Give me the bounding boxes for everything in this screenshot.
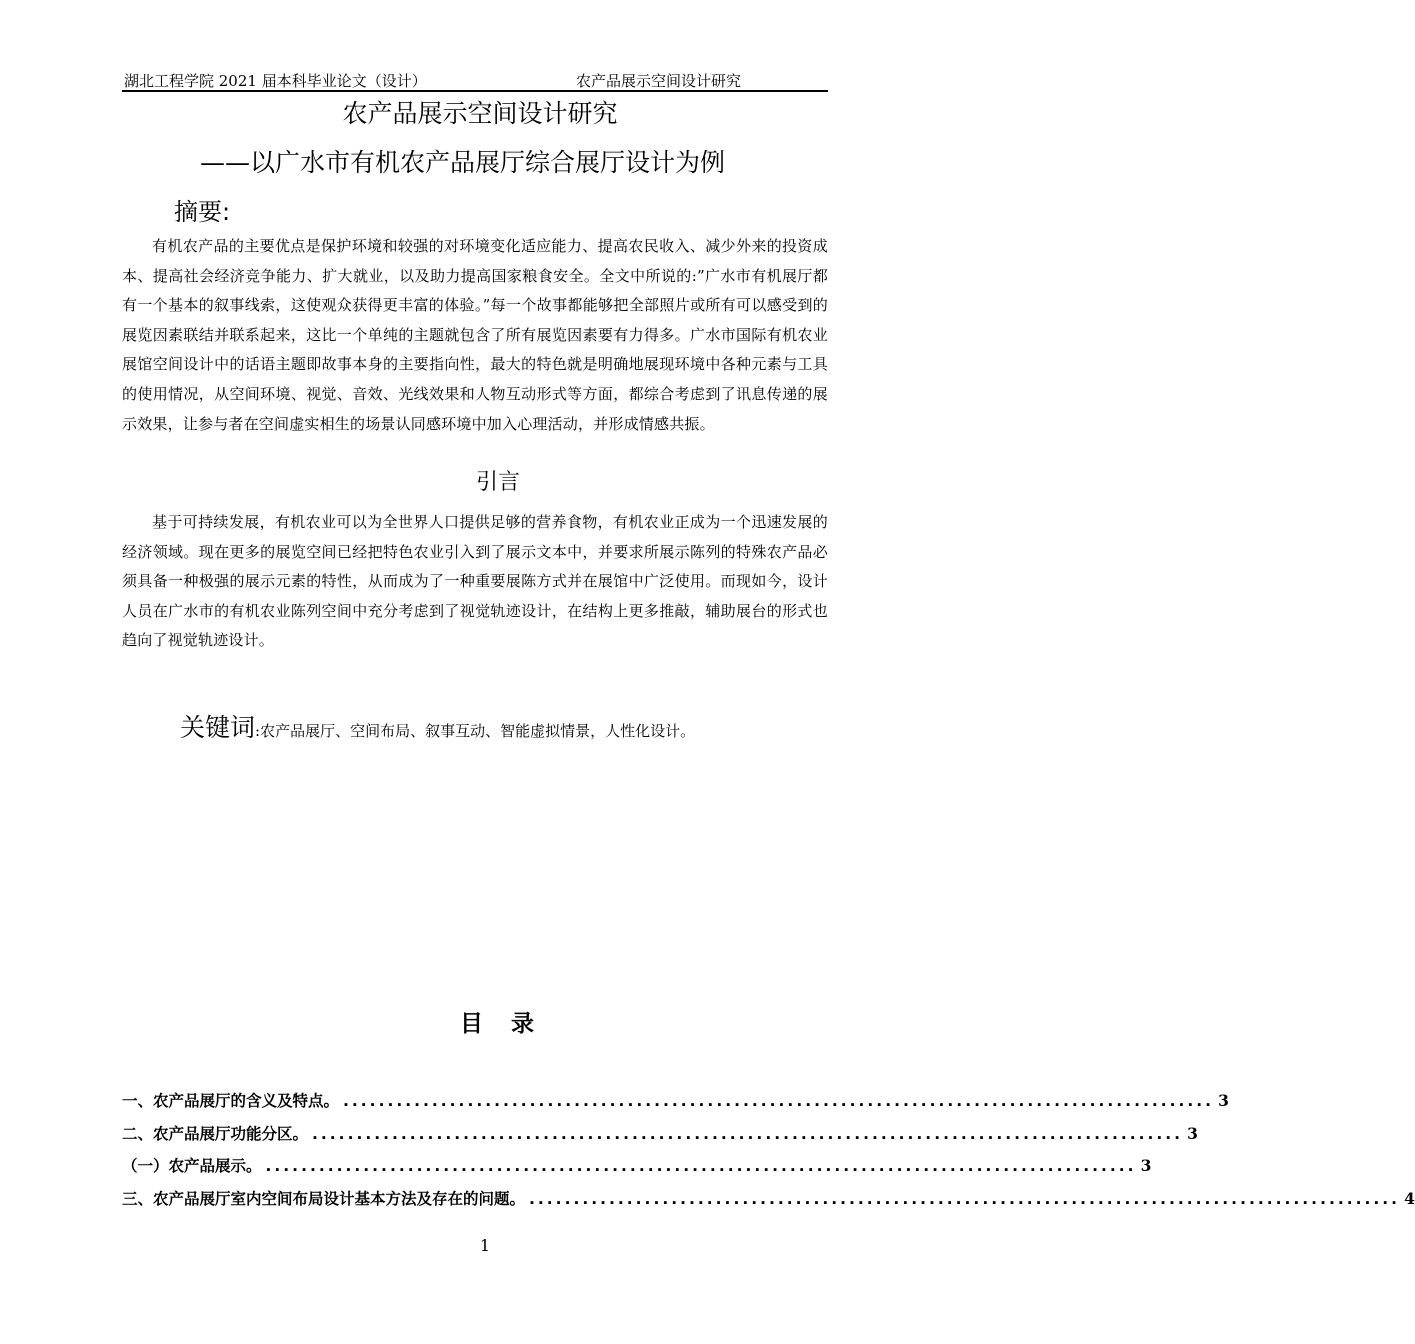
abstract-heading: 摘要: bbox=[174, 198, 231, 226]
toc-title: 目录 bbox=[460, 1011, 562, 1037]
page-number: 1 bbox=[479, 1236, 491, 1255]
introduction-body: 基于可持续发展，有机农业可以为全世界人口提供足够的营养食物，有机农业正成为一个迅速发展的经济领域。现在更多的展览空间已经把特色农业引入到了展示文本中，并要求所展示陈列的特殊农产品必须具备一种极强的展示元素的特性，从而成为了一种重要展陈方式并在展馆中广泛使用。而现如今，设计人员在广水市的有机农业陈列空间中充分考虑到了视觉轨迹设计，在结构上更多推敲，辅助展台的形式也趋向了视觉轨迹设计。 bbox=[122, 513, 828, 650]
abstract-body: 有机农产品的主要优点是保护环境和较强的对环境变化适应能力、提高农民收入、减少外来的投资成本、提高社会经济竞争能力、扩大就业，以及助力提高国家粮食安全。全文中所说的:”广水市有机展厅都有一个基本的叙事线索，这使观众获得更丰富的体验。”每一个故事都能够把全部照片或所有可以感受到的展览因素联结并联系起来，这比一个单纯的主题就包含了所有展览因素要有力得多。广水市国际有机农业展馆空间设计中的话语主题即故事本身的主要指向性，最大的特色就是明确地展现环境中各种元素与工具的使用情况，从空间环境、视觉、音效、光线效果和人物互动形式等方面，都综合考虑到了讯息传递的展示效果，让参与者在空间虚实相生的场景认同感环境中加入心理活动，并形成情感共振。 bbox=[122, 237, 828, 433]
toc-entry[interactable] bbox=[122, 1089, 1229, 1122]
toc-entry[interactable] bbox=[122, 1154, 1152, 1187]
toc-entry-label: （一）农产品展示。 bbox=[122, 1157, 262, 1176]
toc-leader-dots: .................................................................................................. bbox=[265, 1157, 1137, 1176]
introduction-heading: 引言 bbox=[475, 470, 520, 495]
keywords-text: :农产品展厅、空间布局、叙事互动、智能虚拟情景，人性化设计。 bbox=[255, 722, 696, 740]
toc-entry-label: 三、农产品展厅室内空间布局设计基本方法及存在的问题。 bbox=[122, 1189, 526, 1208]
header-left: 湖北工程学院 2021 届本科毕业论文（设计） bbox=[124, 72, 427, 90]
header-right: 农产品展示空间设计研究 bbox=[576, 72, 742, 90]
toc-leader-dots: .................................................................................................. bbox=[529, 1189, 1401, 1208]
toc-leader-dots: .................................................................................................. bbox=[343, 1092, 1215, 1110]
keywords bbox=[180, 708, 695, 744]
toc-entry-page: 3 bbox=[1187, 1123, 1198, 1143]
toc-entry-page: 4 bbox=[1404, 1188, 1415, 1208]
running-header bbox=[122, 68, 828, 92]
toc-entry-page: 3 bbox=[1140, 1156, 1152, 1176]
keywords-label: 关键词 bbox=[180, 713, 256, 742]
document-title: 农产品展示空间设计研究 bbox=[342, 99, 618, 128]
toc-leader-dots: .................................................................................................. bbox=[312, 1124, 1184, 1143]
toc-entry[interactable] bbox=[122, 1122, 1198, 1155]
toc-entry-label: 一、农产品展厅的含义及特点。 bbox=[122, 1092, 340, 1110]
toc-entry-page: 3 bbox=[1218, 1091, 1229, 1110]
document-subtitle: ——以广水市有机农产品展厅综合展厅设计为例 bbox=[200, 148, 726, 177]
toc-entry[interactable] bbox=[122, 1187, 1415, 1220]
toc-entry-label: 二、农产品展厅功能分区。 bbox=[122, 1124, 309, 1143]
table-of-contents bbox=[122, 1089, 1415, 1219]
